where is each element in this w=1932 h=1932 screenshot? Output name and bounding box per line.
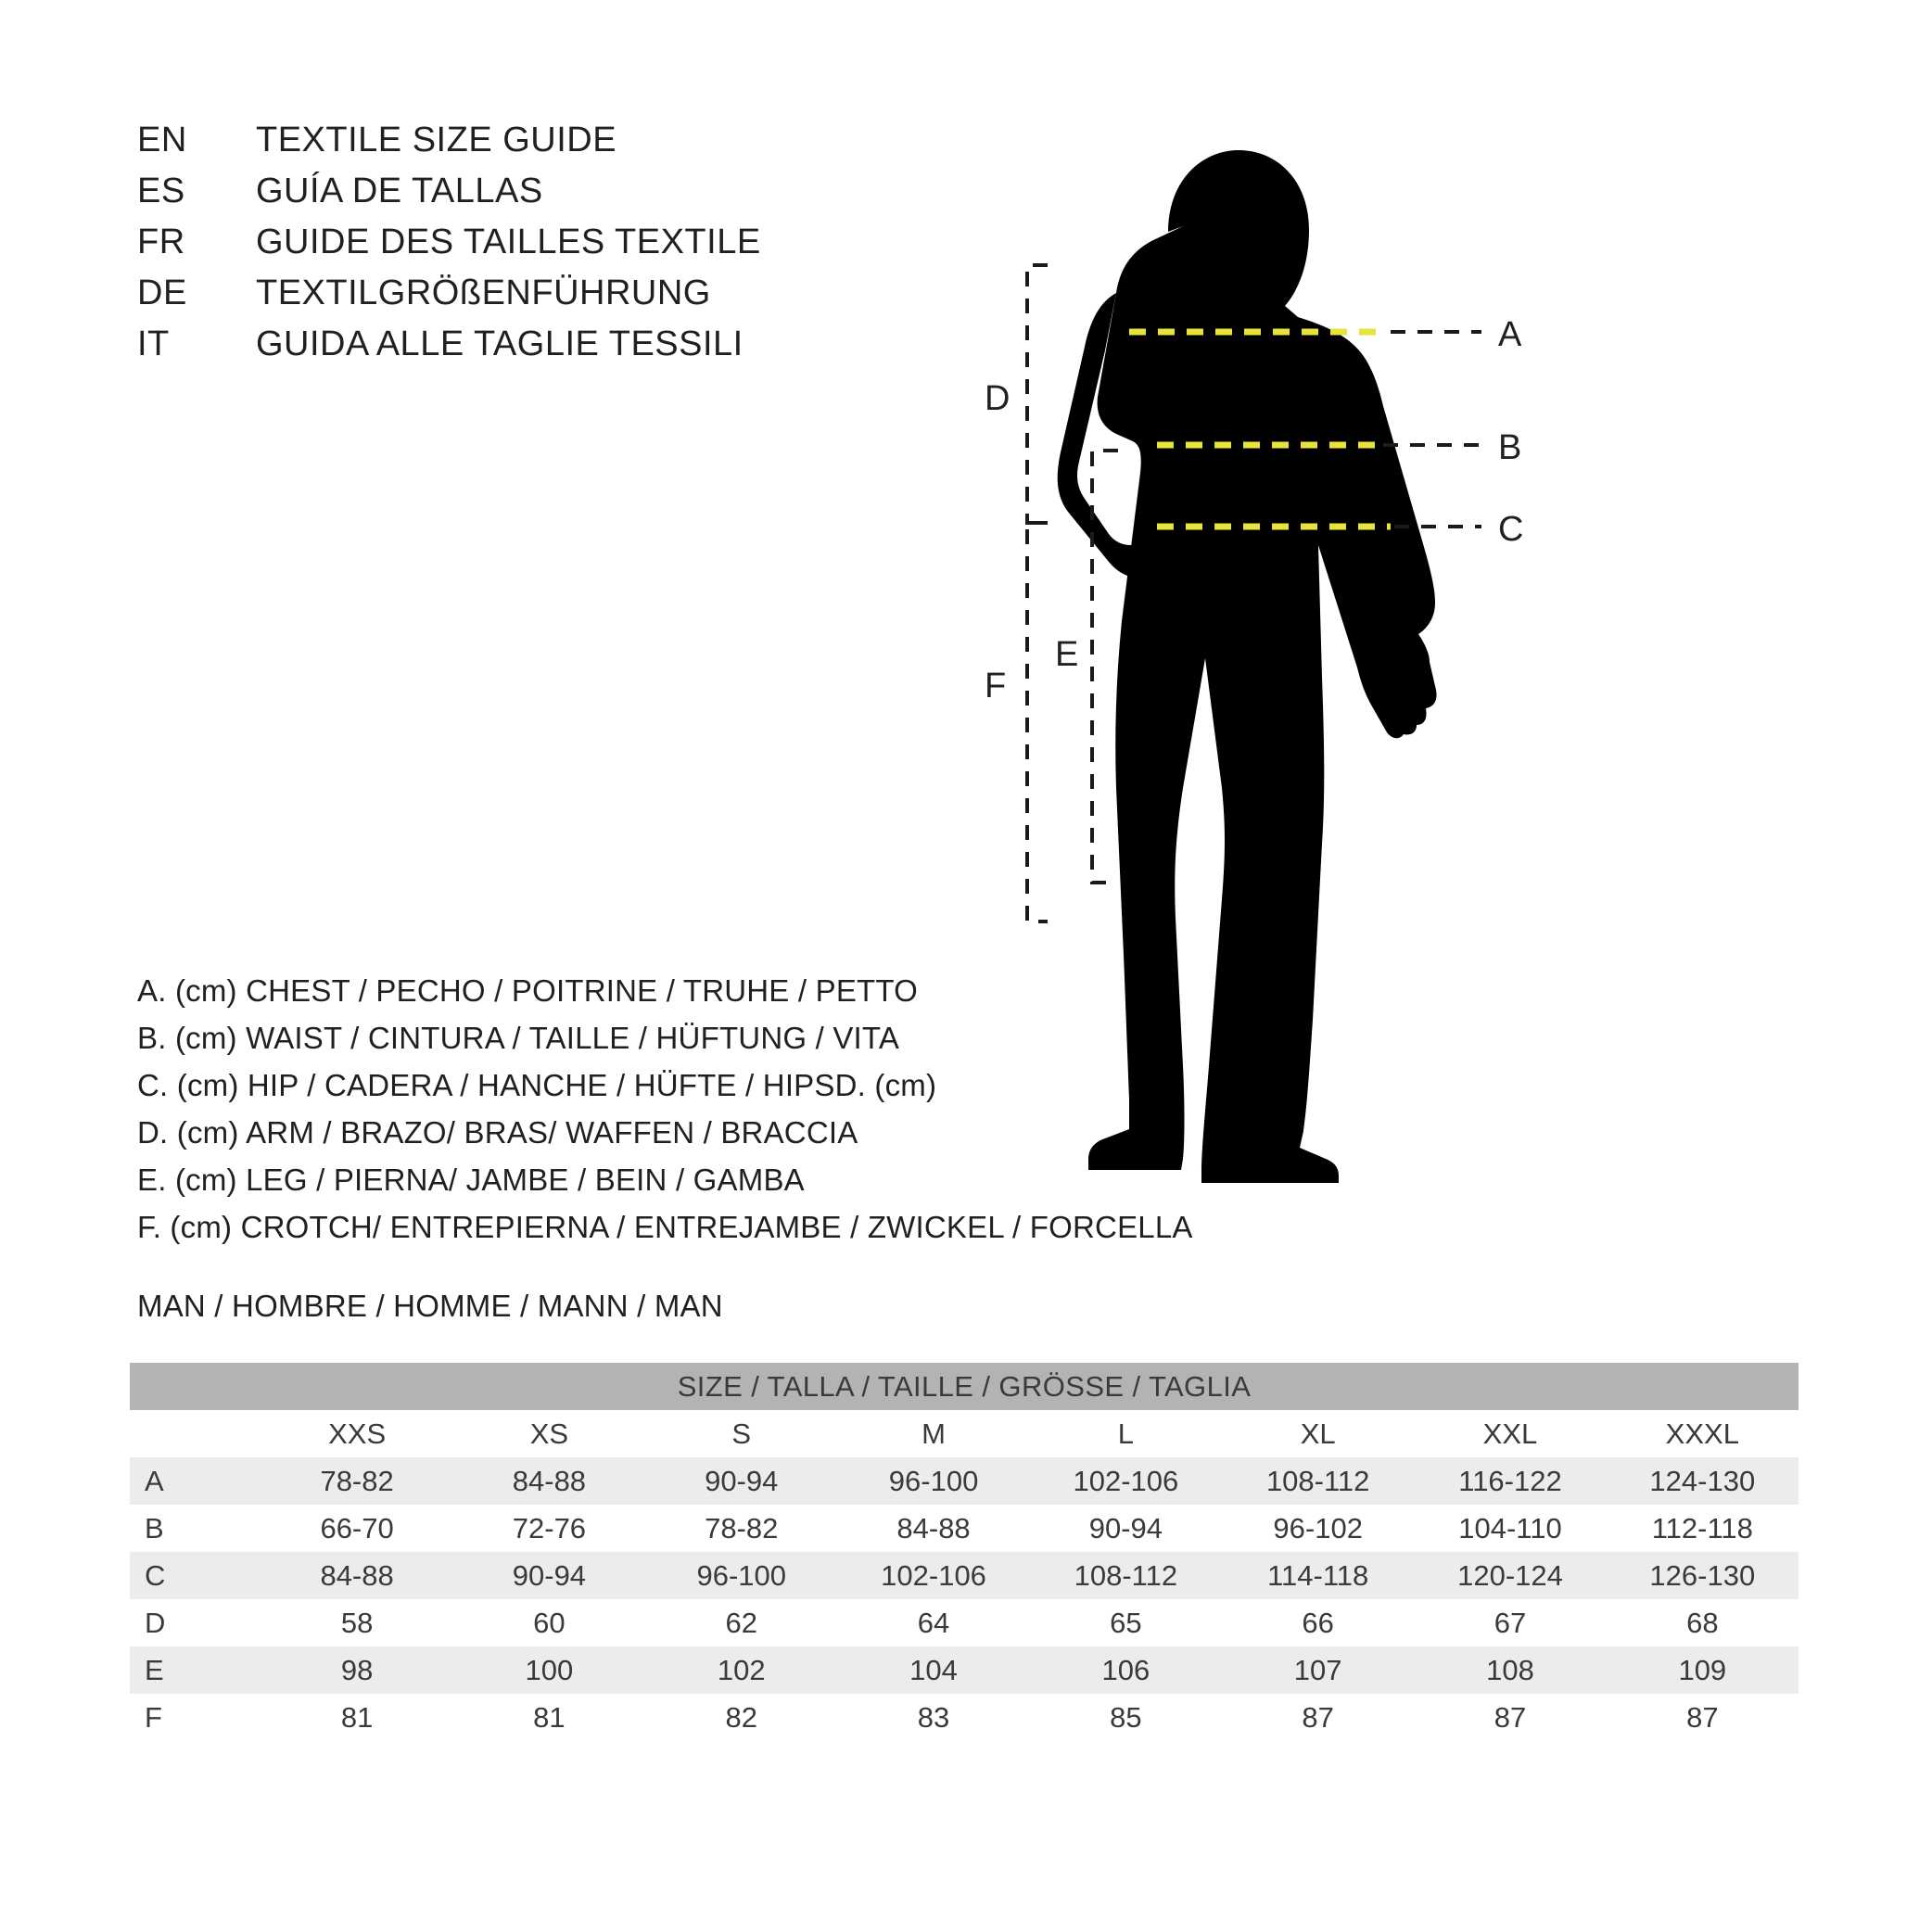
cell: 90-94 [1088, 1511, 1163, 1544]
cell: 85 [1110, 1700, 1142, 1734]
size-col-xxxl: XXXL [1665, 1417, 1739, 1450]
cell: 107 [1293, 1653, 1342, 1686]
cell: 120-124 [1457, 1558, 1563, 1592]
dimension-d-bracket [1027, 265, 1048, 523]
cell: 78-82 [705, 1511, 779, 1544]
cell: 96-100 [696, 1558, 786, 1592]
cell: 62 [725, 1606, 757, 1639]
cell: 58 [340, 1606, 374, 1639]
cell: 84-88 [896, 1511, 971, 1544]
row-label-f: F [145, 1700, 162, 1734]
legend-item-a: A. (cm) CHEST / PECHO / POITRINE / TRUHE / PETTO [137, 973, 919, 1008]
size-col-xs: XS [529, 1417, 569, 1450]
language-code: DE [137, 273, 187, 312]
cell: 87 [1493, 1700, 1527, 1734]
cell: 68 [1686, 1606, 1719, 1639]
table-size-row [130, 1410, 1799, 1457]
cell: 106 [1101, 1653, 1150, 1686]
cell: 81 [340, 1700, 374, 1734]
language-row [137, 121, 761, 172]
table-header-row [130, 1363, 1799, 1410]
cell: 108 [1486, 1653, 1534, 1686]
cell: 96-102 [1273, 1511, 1363, 1544]
row-label-c: C [145, 1558, 166, 1592]
dimension-f-bracket [1027, 523, 1048, 922]
cell: 126-130 [1649, 1558, 1756, 1592]
cell: 81 [533, 1700, 566, 1734]
size-col-m: M [922, 1417, 946, 1450]
cell: 102-106 [1073, 1464, 1179, 1497]
cell: 65 [1110, 1606, 1142, 1639]
cell: 87 [1302, 1700, 1334, 1734]
cell: 72-76 [512, 1511, 587, 1544]
legend-item-d: D. (cm) ARM / BRAZO/ BRAS/ WAFFEN / BRACCIA [137, 1115, 858, 1150]
cell: 90-94 [705, 1464, 779, 1497]
language-title: GUIDA ALLE TAGLIE TESSILI [256, 324, 744, 363]
marker-label-f: F [985, 667, 1007, 705]
cell: 96-100 [888, 1464, 979, 1497]
cell: 78-82 [320, 1464, 394, 1497]
language-row [137, 172, 761, 222]
table-row [130, 1646, 1799, 1694]
table-row [130, 1599, 1799, 1646]
language-code: IT [137, 324, 170, 363]
marker-label-a: A [1498, 315, 1522, 354]
marker-label-c: C [1498, 510, 1524, 549]
row-label-e: E [145, 1653, 164, 1686]
cell: 82 [725, 1700, 757, 1734]
cell: 104-110 [1458, 1511, 1562, 1544]
body-measurement-diagram [985, 83, 1836, 1224]
row-label-d: D [145, 1606, 166, 1639]
language-code: FR [137, 222, 185, 261]
cell: 114-118 [1267, 1558, 1369, 1592]
table-row [130, 1694, 1799, 1741]
size-col-s: S [731, 1417, 752, 1450]
legend-item-c: C. (cm) HIP / CADERA / HANCHE / HÜFTE / HIPSD. (cm) [137, 1068, 937, 1102]
cell: 102 [717, 1653, 766, 1686]
row-label-a: A [145, 1464, 164, 1497]
cell: 67 [1493, 1606, 1527, 1639]
language-title-block [137, 121, 761, 375]
table-row [130, 1552, 1799, 1599]
cell: 84-88 [320, 1558, 394, 1592]
cell: 100 [525, 1653, 574, 1686]
cell: 64 [917, 1606, 950, 1639]
marker-label-e: E [1055, 635, 1079, 674]
cell: 66-70 [320, 1511, 394, 1544]
row-label-b: B [145, 1511, 164, 1544]
cell: 60 [533, 1606, 566, 1639]
table-header-label: SIZE / TALLA / TAILLE / GRÖSSE / TAGLIA [677, 1369, 1252, 1403]
language-title: TEXTILE SIZE GUIDE [256, 121, 617, 159]
size-row-corner [130, 1410, 261, 1457]
table-row [130, 1457, 1799, 1505]
cell: 84-88 [512, 1464, 587, 1497]
gender-label: MAN / HOMBRE / HOMME / MANN / MAN [137, 1289, 723, 1323]
language-row [137, 222, 761, 273]
cell: 124-130 [1649, 1464, 1756, 1497]
marker-label-b: B [1498, 428, 1522, 467]
language-code: EN [137, 121, 187, 159]
cell: 83 [917, 1700, 950, 1734]
cell: 87 [1686, 1700, 1719, 1734]
cell: 90-94 [512, 1558, 587, 1592]
cell: 98 [340, 1653, 374, 1686]
language-title: GUIDE DES TAILLES TEXTILE [256, 222, 761, 261]
table-row [130, 1505, 1799, 1552]
cell: 109 [1678, 1653, 1727, 1686]
cell: 108-112 [1074, 1558, 1178, 1592]
male-silhouette [1058, 150, 1437, 1183]
cell: 116-122 [1458, 1464, 1562, 1497]
cell: 66 [1302, 1606, 1334, 1639]
cell: 104 [909, 1653, 958, 1686]
legend-item-b: B. (cm) WAIST / CINTURA / TAILLE / HÜFTUNG / VITA [137, 1021, 900, 1055]
language-row [137, 324, 761, 375]
language-code: ES [137, 172, 185, 210]
legend-item-e: E. (cm) LEG / PIERNA/ JAMBE / BEIN / GAMBA [137, 1163, 805, 1197]
language-title: TEXTILGRÖßENFÜHRUNG [256, 273, 711, 312]
marker-label-d: D [985, 379, 1010, 418]
language-title: GUÍA DE TALLAS [256, 172, 543, 210]
size-col-xxl: XXL [1482, 1417, 1538, 1450]
language-row [137, 273, 761, 324]
size-col-l: L [1117, 1417, 1134, 1450]
size-table [130, 1363, 1799, 1741]
cell: 102-106 [881, 1558, 986, 1592]
size-col-xl: XL [1300, 1417, 1336, 1450]
legend-item-f: F. (cm) CROTCH/ ENTREPIERNA / ENTREJAMBE / ZWICKEL / FORCELLA [137, 1210, 1193, 1244]
size-col-xxs: XXS [328, 1417, 387, 1450]
cell: 108-112 [1265, 1464, 1370, 1497]
cell: 112-118 [1651, 1511, 1753, 1544]
